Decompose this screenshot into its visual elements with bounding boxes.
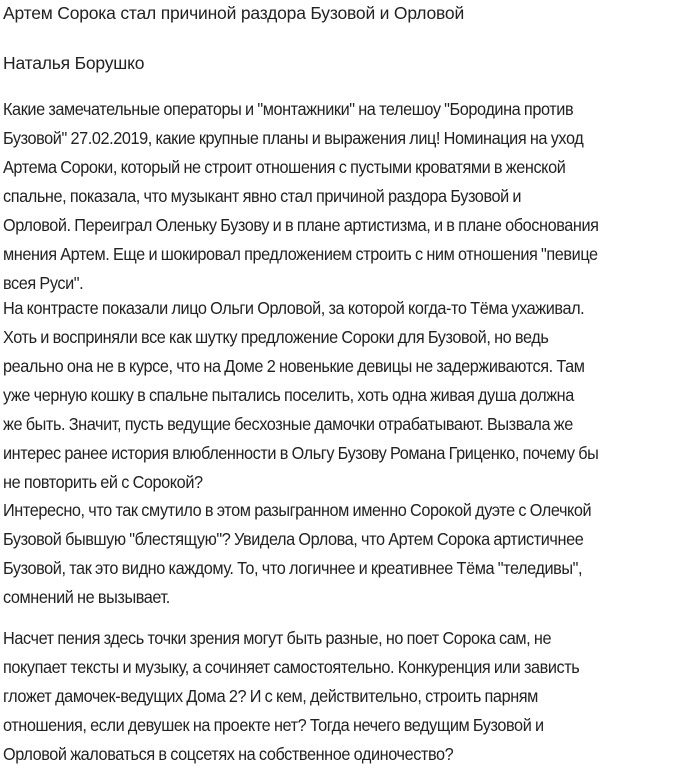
article-paragraph-1: [3, 95, 654, 298]
text-line: Бузовой" 27.02.2019, какие крупные планы и выражения лиц! Номинация на уход: [3, 128, 584, 148]
text-line: всея Руси".: [3, 273, 84, 293]
text-line: же быть. Значит, пусть ведущие бесхозные дамочки отрабатывают. Вызвала же: [3, 414, 573, 434]
text-line: отношения, если девушек на проекте нет? Тогда нечего ведущим Бузовой и: [3, 715, 544, 735]
text-line: сомнений не вызывает.: [3, 587, 170, 607]
article-paragraph-2: [3, 294, 654, 497]
text-line: Орловой жаловаться в соцсетях на собственное одиночество?: [3, 744, 454, 764]
text-line: интерес ранее история влюбленности в Ольгу Бузову Романа Гриценко, почему бы: [3, 443, 599, 463]
text-line: спальне, показала, что музыкант явно стал причиной раздора Бузовой и: [3, 186, 522, 206]
article-paragraph-4: [3, 624, 654, 769]
article-paragraph-3: [3, 496, 654, 612]
text-line: не повторить ей с Сорокой?: [3, 472, 203, 492]
text-line: Какие замечательные операторы и "монтажники" на телешоу "Бородина против: [3, 99, 574, 119]
text-line: уже черную кошку в спальне пытались поселить, хоть одна живая душа должна: [3, 385, 574, 405]
text-line: мнения Артем. Еще и шокировал предложением строить с ним отношения "певице: [3, 244, 598, 264]
text-line: гложет дамочек-ведущих Дома 2? И с кем, действительно, строить парням: [3, 686, 538, 706]
text-line: Орловой. Переиграл Оленьку Бузову и в плане артистизма, и в плане обоснования: [3, 215, 599, 235]
text-line: реально она не в курсе, что на Доме 2 новенькие девицы не задерживаются. Там: [3, 356, 585, 376]
text-line: На контрасте показали лицо Ольги Орловой, за которой когда-то Тёма ухаживал.: [3, 298, 585, 318]
text-line: Артема Сороки, который не строит отношения с пустыми кроватями в женской: [3, 157, 566, 177]
text-line: Насчет пения здесь точки зрения могут быть разные, но поет Сорока сам, не: [3, 628, 552, 648]
article-author: Наталья Борушко: [3, 53, 145, 73]
text-line: Бузовой бывшую "блестящую"? Увидела Орлова, что Артем Сорока артистичнее: [3, 529, 584, 549]
text-line: покупает тексты и музыку, а сочиняет самостоятельно. Конкуренция или зависть: [3, 657, 580, 677]
text-line: Интересно, что так смутило в этом разыгранном именно Сорокой дуэте с Олечкой: [3, 500, 592, 520]
text-line: Бузовой, так это видно каждому. То, что логичнее и креативнее Тёма "теледивы",: [3, 558, 583, 578]
text-line: Хоть и восприняли все как шутку предложение Сороки для Бузовой, но ведь: [3, 327, 549, 347]
article-title: Артем Сорока стал причиной раздора Бузовой и Орловой: [3, 3, 465, 23]
